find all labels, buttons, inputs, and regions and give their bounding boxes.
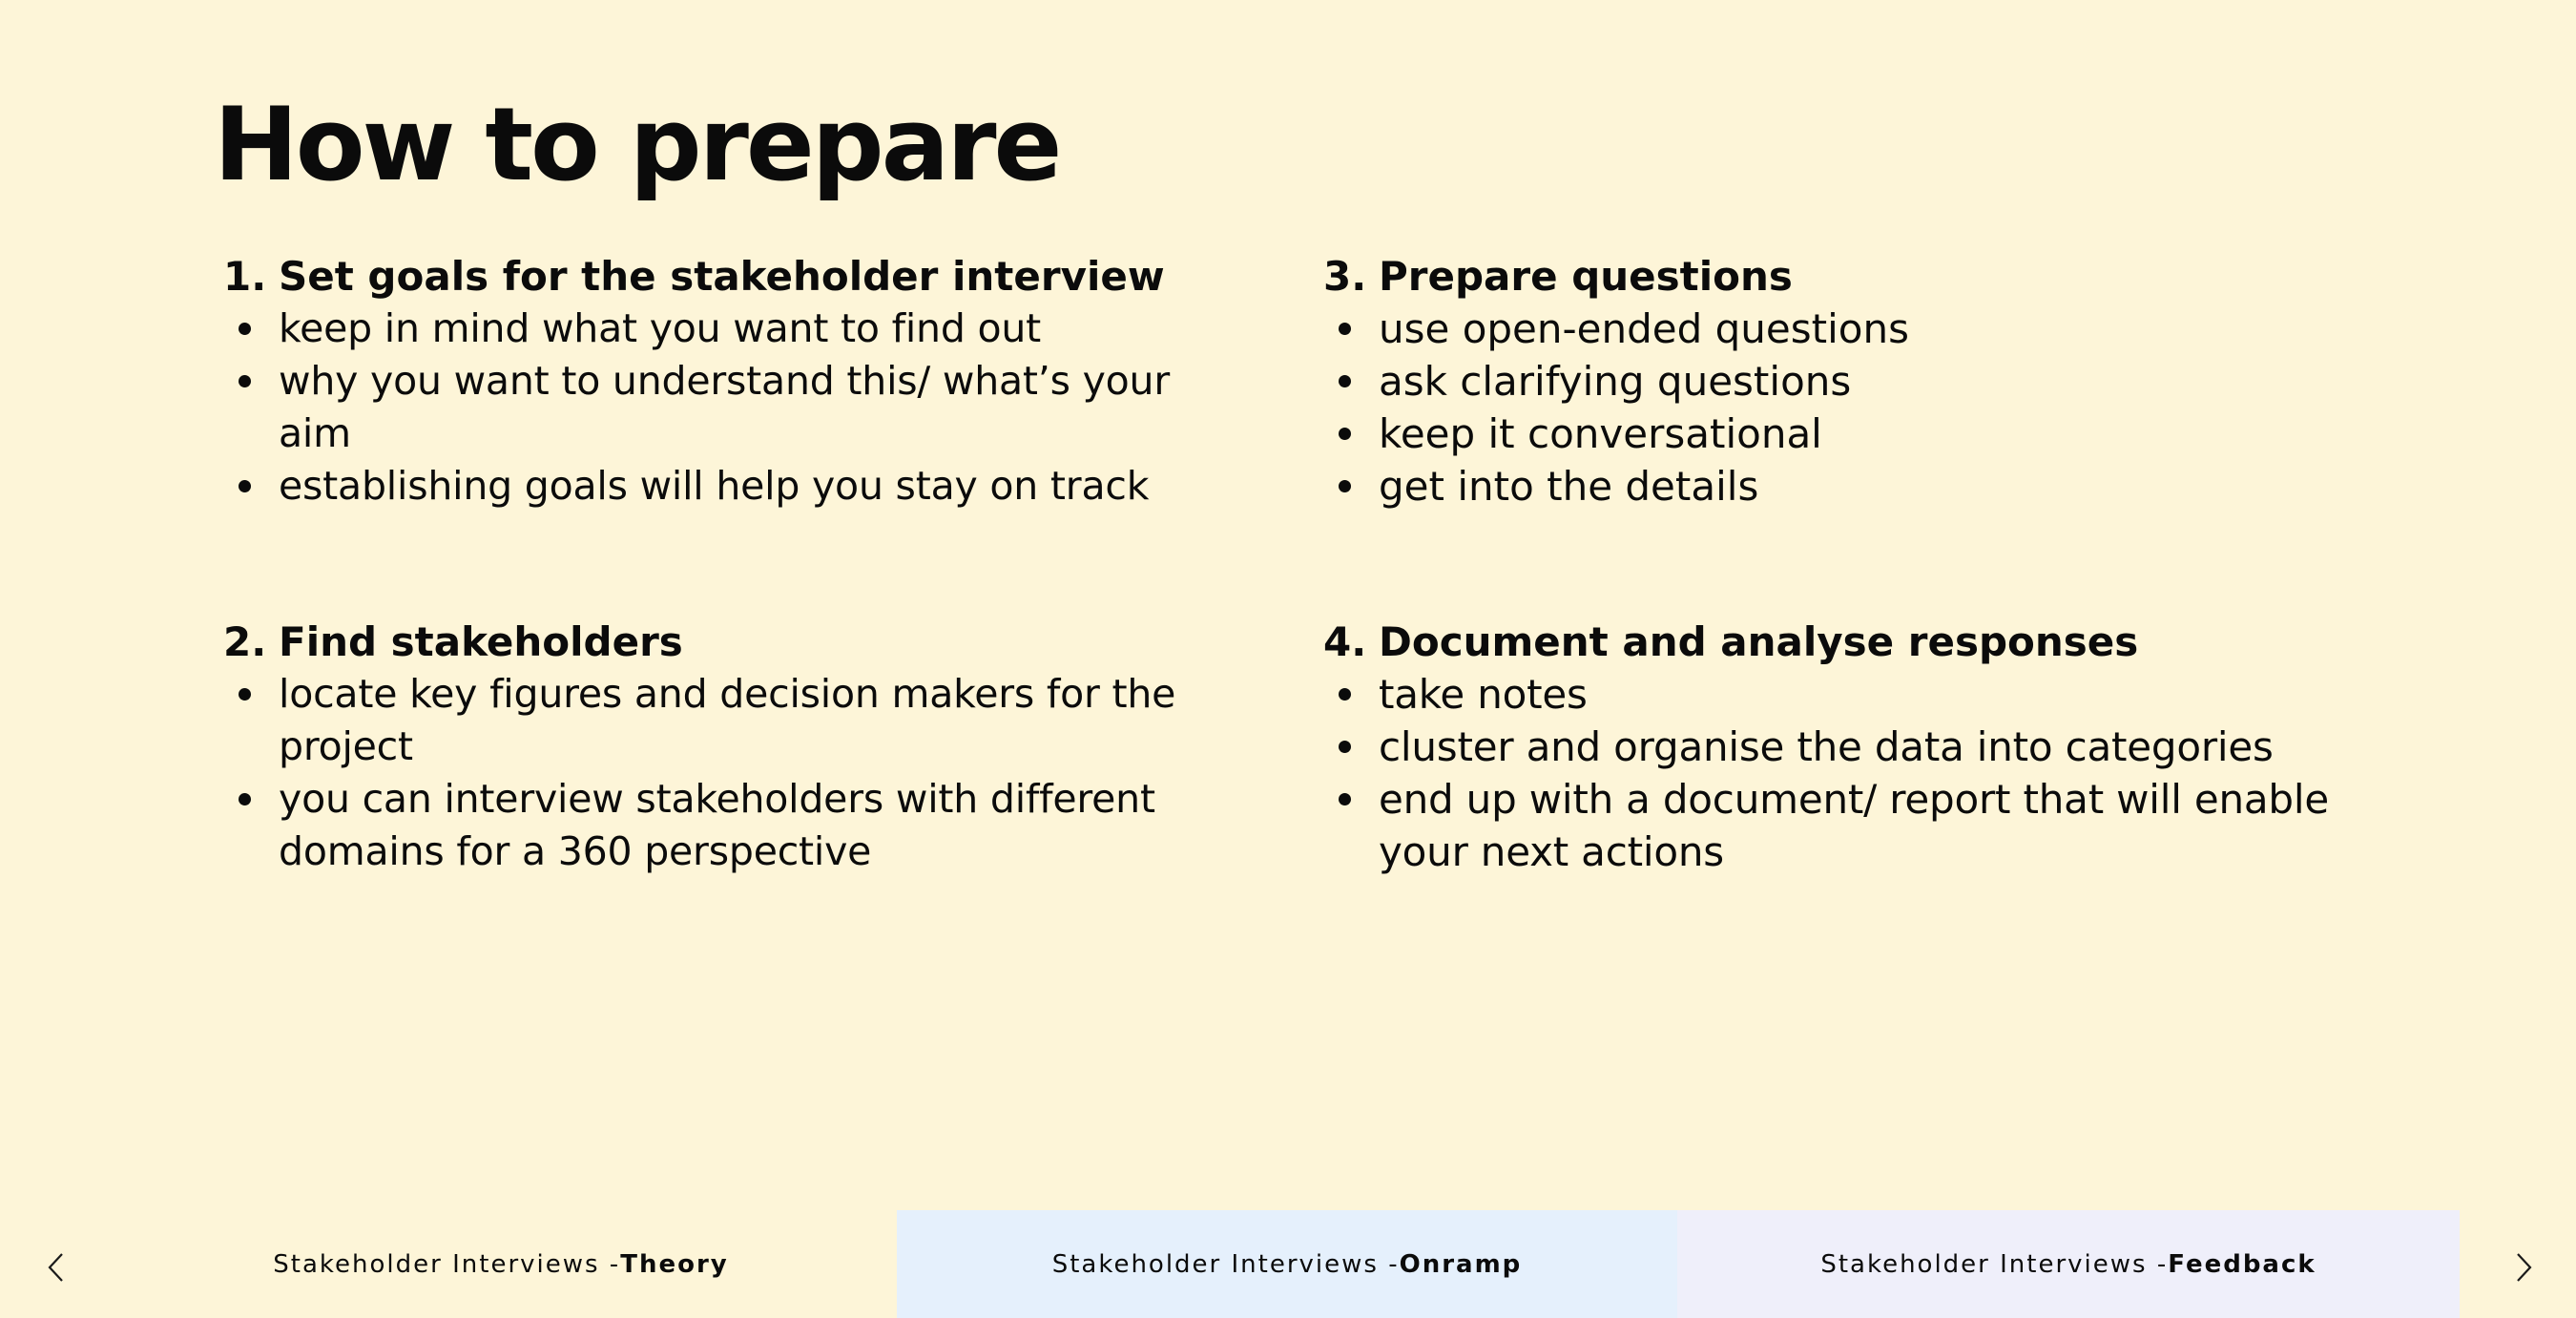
nav-tab-theory[interactable]: [105, 1210, 897, 1318]
previous-button[interactable]: [42, 1250, 71, 1285]
bullet-text: establishing goals will help you stay on track: [279, 463, 1150, 509]
bullet-text: why you want to understand this/ what’s your aim: [279, 358, 1170, 456]
bullet-item: [1323, 721, 2335, 773]
section-number: 3.: [1323, 253, 1367, 300]
bullet-item: [1323, 668, 2335, 721]
bullet-text: use open-ended questions: [1379, 305, 1909, 352]
bullet-text: ask clarifying questions: [1379, 358, 1852, 405]
bullet-dot: [239, 793, 251, 805]
nav-tab-prefix: Stakeholder Interviews -: [1820, 1249, 2169, 1279]
bullet-dot: [1339, 428, 1351, 440]
chevron-right-icon: [2509, 1250, 2538, 1285]
bullet-item: [223, 355, 1235, 460]
section-number: 2.: [223, 618, 267, 665]
bullet-item: [223, 668, 1235, 773]
bullet-text: take notes: [1379, 671, 1588, 718]
bullet-item: [1323, 460, 2335, 513]
bullet-text: end up with a document/ report that will enable your next actions: [1379, 776, 2329, 875]
bullet-list: [1323, 668, 2335, 878]
nav-tab-feedback[interactable]: [1677, 1210, 2460, 1318]
section-heading-text: Prepare questions: [1379, 253, 1793, 300]
bullet-item: [1323, 303, 2335, 355]
nav-tab-label: Theory: [620, 1249, 729, 1279]
section-heading: [1323, 616, 2335, 668]
bullet-text: keep in mind what you want to find out: [279, 305, 1042, 351]
section-heading-text: Document and analyse responses: [1379, 618, 2139, 665]
bullet-text: cluster and organise the data into categories: [1379, 723, 2274, 770]
bullet-text: keep it conversational: [1379, 410, 1822, 457]
bullet-text: locate key figures and decision makers for the project: [279, 671, 1176, 769]
bullet-list: [223, 303, 1235, 513]
section-set-goals: [223, 250, 1235, 513]
section-heading: [1323, 250, 2335, 303]
bullet-list: [1323, 303, 2335, 513]
bullet-dot: [1339, 375, 1351, 387]
bullet-text: you can interview stakeholders with different domains for a 360 perspective: [279, 776, 1155, 874]
nav-tab-label: Feedback: [2168, 1249, 2316, 1279]
section-heading: [223, 616, 1235, 668]
bullet-dot: [239, 688, 251, 701]
chevron-left-icon: [42, 1250, 71, 1285]
bullet-dot: [239, 480, 251, 492]
nav-tab-prefix: Stakeholder Interviews -: [273, 1249, 621, 1279]
page-title: How to prepare: [214, 86, 1060, 203]
bullet-list: [223, 668, 1235, 878]
bullet-dot: [1339, 793, 1351, 805]
bullet-item: [1323, 773, 2335, 878]
section-heading-text: Find stakeholders: [279, 618, 683, 665]
section-heading: [223, 250, 1235, 303]
nav-tab-onramp[interactable]: [897, 1210, 1677, 1318]
bullet-item: [223, 773, 1235, 878]
section-heading-text: Set goals for the stakeholder interview: [279, 253, 1165, 300]
bullet-dot: [1339, 480, 1351, 492]
bullet-item: [223, 460, 1235, 513]
bullet-dot: [1339, 741, 1351, 753]
next-button[interactable]: [2509, 1250, 2538, 1285]
bullet-dot: [239, 323, 251, 335]
section-prepare-questions: [1323, 250, 2335, 513]
bullet-text: get into the details: [1379, 463, 1759, 510]
bullet-item: [1323, 408, 2335, 460]
footer-nav: [0, 1210, 2576, 1318]
section-find-stakeholders: [223, 616, 1235, 878]
bullet-dot: [1339, 688, 1351, 701]
section-document-analyse: [1323, 616, 2335, 878]
bullet-dot: [239, 375, 251, 387]
bullet-item: [223, 303, 1235, 355]
section-number: 1.: [223, 253, 267, 300]
nav-tab-label: Onramp: [1399, 1249, 1523, 1279]
bullet-dot: [1339, 323, 1351, 335]
section-number: 4.: [1323, 618, 1367, 665]
bullet-item: [1323, 355, 2335, 408]
nav-tab-prefix: Stakeholder Interviews -: [1051, 1249, 1400, 1279]
